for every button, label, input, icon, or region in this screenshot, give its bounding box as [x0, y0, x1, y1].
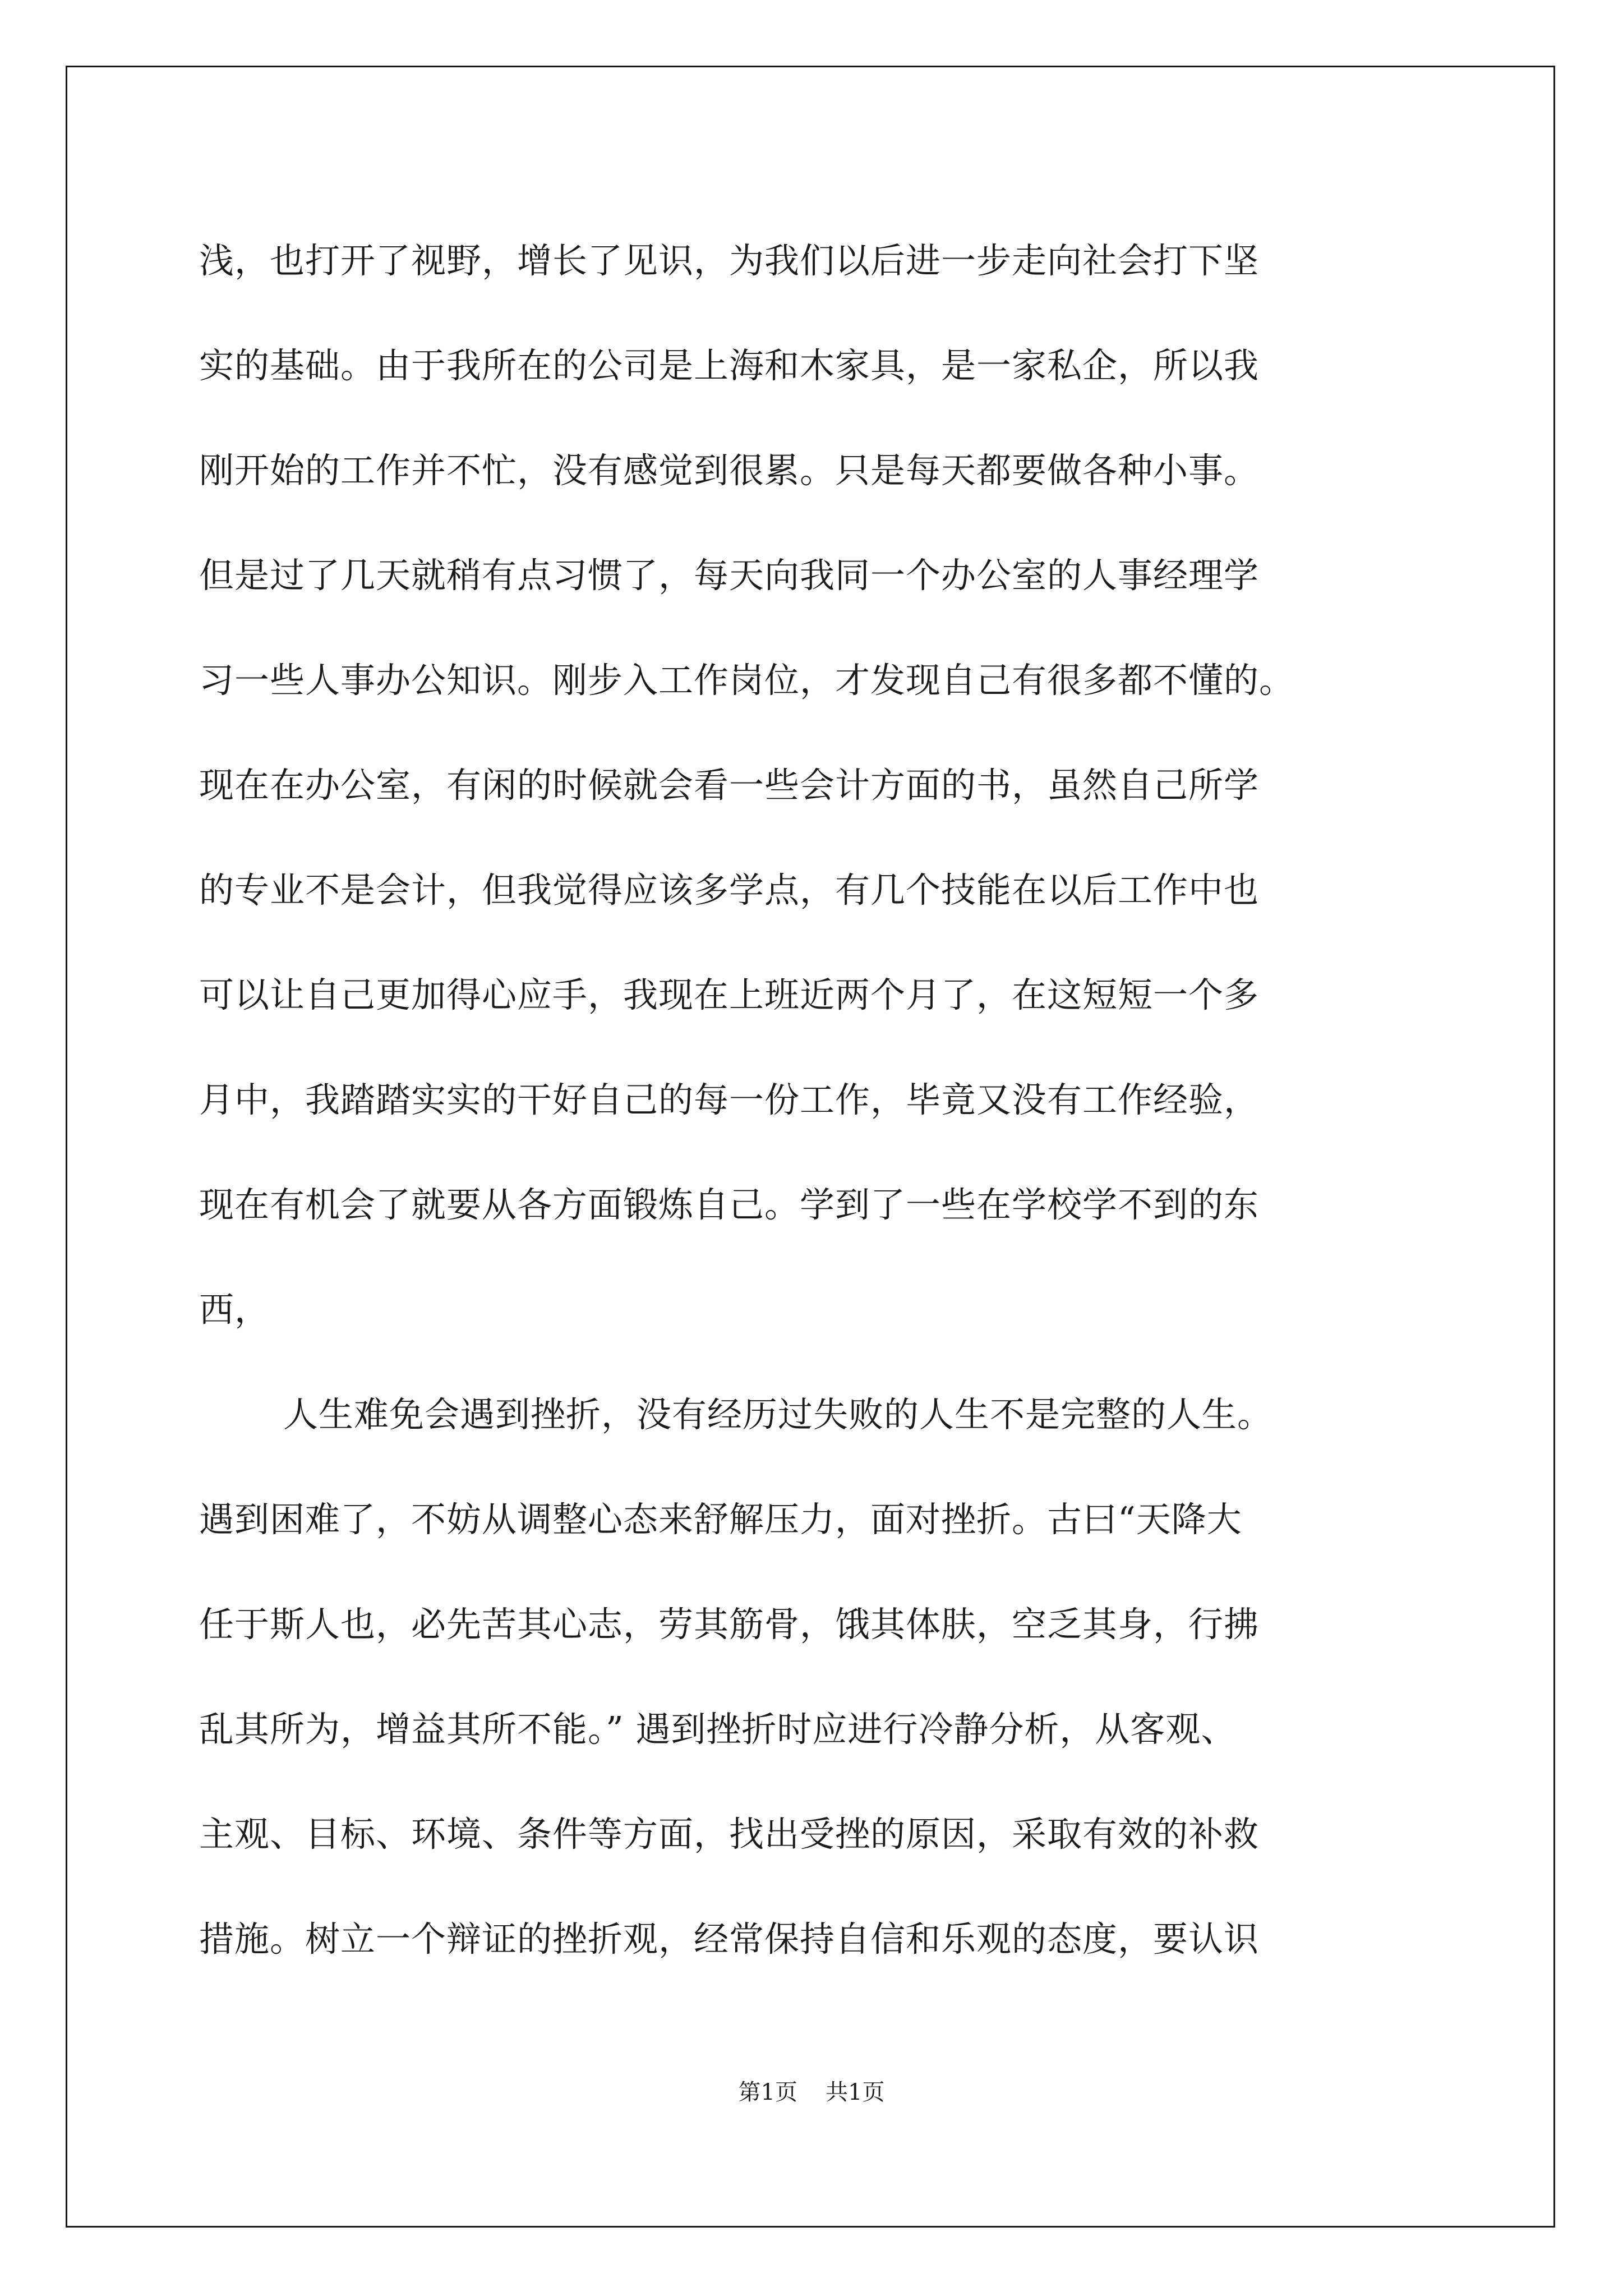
text-line: 任于斯人也，必先苦其心志，劳其筋骨，饿其体肤，空乏其身，行拂 [199, 1604, 1260, 1645]
text-line: 习一些人事办公知识。刚步入工作岗位，才发现自己有很多都不懂的。 [199, 660, 1295, 701]
text-line: 措施。树立一个辩证的挫折观，经常保持自信和乐观的态度，要认识 [199, 1918, 1260, 1959]
text-line: 现在有机会了就要从各方面锻炼自己。学到了一些在学校学不到的东 [199, 1184, 1260, 1225]
text-line: 但是过了几天就稍有点习惯了，每天向我同一个办公室的人事经理学 [199, 555, 1260, 596]
text-line: 实的基础。由于我所在的公司是上海和木家具，是一家私企，所以我 [199, 345, 1260, 386]
paragraph-first-line: 人生难免会遇到挫折，没有经历过失败的人生不是完整的人生。 [283, 1394, 1273, 1435]
text-line: 的专业不是会计，但我觉得应该多学点，有几个技能在以后工作中也 [199, 869, 1260, 910]
page-number-current: 第1页 [738, 2079, 797, 2105]
text-line: 遇到困难了，不妨从调整心态来舒解压力，面对挫折。古曰“天降大 [199, 1499, 1242, 1540]
text-line: 浅，也打开了视野，增长了见识，为我们以后进一步走向社会打下坚 [199, 240, 1260, 281]
text-line: 主观、目标、环境、条件等方面，找出受挫的原因，采取有效的补救 [199, 1814, 1260, 1855]
text-line: 刚开始的工作并不忙，没有感觉到很累。只是每天都要做各种小事。 [199, 450, 1260, 491]
text-line: 现在在办公室，有闲的时候就会看一些会计方面的书，虽然自己所学 [199, 765, 1260, 806]
text-line: 可以让自己更加得心应手，我现在上班近两个月了，在这短短一个多 [199, 974, 1260, 1015]
text-line: 月中，我踏踏实实的干好自己的每一份工作，毕竟又没有工作经验， [199, 1079, 1260, 1120]
page-number-total: 共1页 [826, 2079, 885, 2105]
page-footer [0, 2076, 1623, 2109]
text-line: 西， [199, 1289, 270, 1330]
text-line: 乱其所为，增益其所不能。” 遇到挫折时应进行冷静分析，从客观、 [199, 1709, 1237, 1750]
